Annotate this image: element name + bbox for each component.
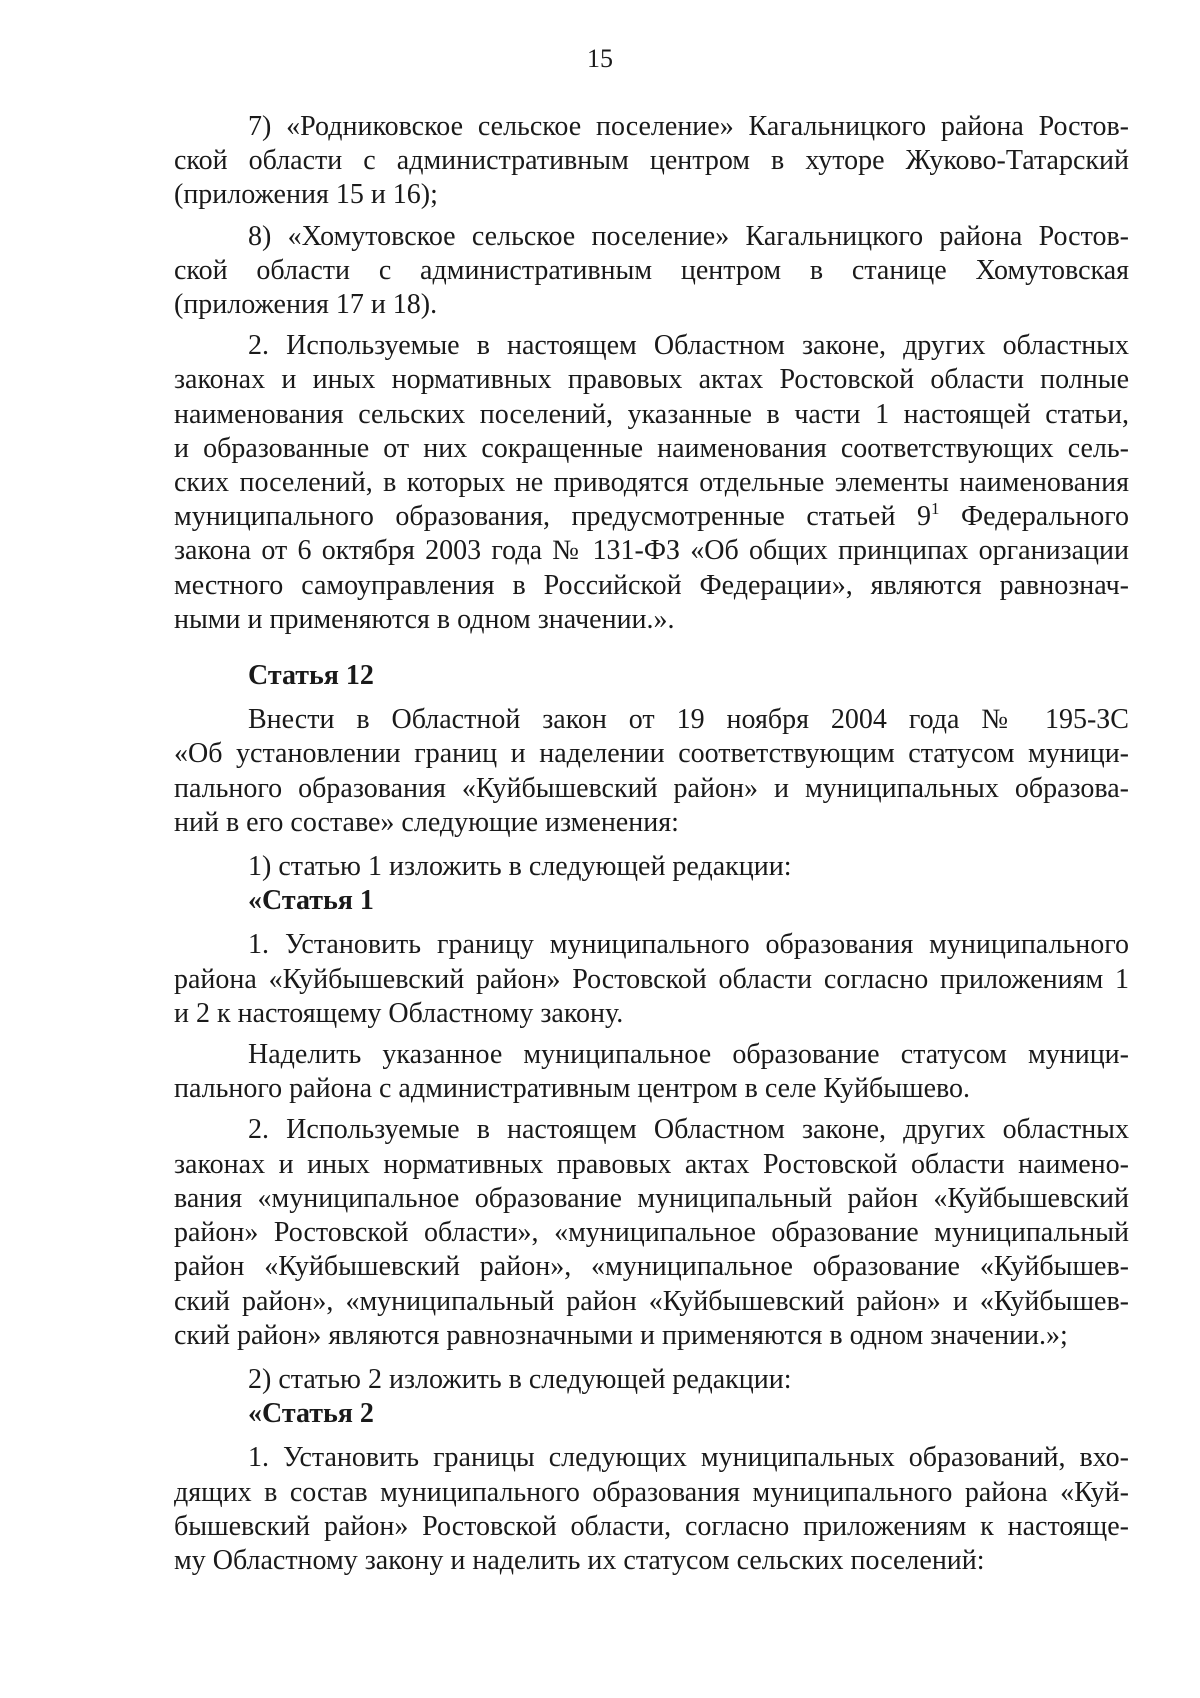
- text-line: 2. Используемые в настоящем Областном законе, других областных: [248, 330, 1129, 362]
- text-line: «Об установлении границ и наделении соответствующим статусом муници-: [174, 738, 1129, 770]
- text-line: пального образования «Куйбышевский район» и муниципальных образова-: [174, 772, 1129, 804]
- text-line: местного самоуправления в Российской Федерации», являются равнознач-: [174, 569, 1129, 601]
- text-line: 2. Используемые в настоящем Областном законе, других областных: [248, 1114, 1129, 1146]
- text-line: ными и применяются в одном значении.».: [174, 603, 675, 635]
- text-line: бышевский район» Ростовской области, согласно приложениям к настояще-: [174, 1510, 1129, 1542]
- text-line: му Областному закону и наделить их статусом сельских поселений:: [174, 1544, 985, 1576]
- text-line: ский район», «муниципальный район «Куйбышевский район» и «Куйбышев-: [174, 1285, 1129, 1317]
- text-line: района «Куйбышевский район» Ростовской области согласно приложениям 1: [174, 963, 1129, 995]
- text-line: Внести в Областной закон от 19 ноября 2004 года № 195-ЗС: [248, 704, 1129, 736]
- text-line: вания «муниципальное образование муниципальный район «Куйбышевский: [174, 1182, 1129, 1214]
- text-line: 8) «Хомутовское сельское поселение» Кагальницкого района Ростов-: [248, 220, 1129, 252]
- text-line: ской области с административным центром в станице Хомутовская: [174, 254, 1129, 286]
- paragraph-part-2: [174, 329, 1129, 637]
- paragraph-item-8: [174, 220, 1129, 323]
- text-line: и 2 к настоящему Областному закону.: [174, 997, 624, 1029]
- text-line: ской области с административным центром в хуторе Жуково-Татарский: [174, 145, 1129, 177]
- text-line: наименования сельских поселений, указанные в части 1 настоящей статьи,: [174, 398, 1129, 430]
- article-2-heading: «Статья 2: [248, 1398, 374, 1430]
- text-line: ских поселений, в которых не приводятся отдельные элементы наименования: [174, 467, 1129, 499]
- text-line: район» Ростовской области», «муниципальное образование муниципальный: [174, 1217, 1129, 1249]
- article-1-part-2: [174, 1113, 1129, 1352]
- text-line: законах и иных нормативных правовых актах Ростовской области полные: [174, 364, 1129, 396]
- text-fragment: Федерального: [939, 501, 1129, 533]
- text-line: 7) «Родниковское сельское поселение» Кагальницкого района Ростов-: [248, 111, 1129, 142]
- article-2-part-1: [174, 1441, 1129, 1578]
- article-12-heading: Статья 12: [248, 660, 374, 692]
- text-line: законах и иных нормативных правовых актах Ростовской области наимено-: [174, 1148, 1129, 1180]
- article-12-intro: [174, 703, 1129, 840]
- text-line: и образованные от них сокращенные наименования соответствующих сель-: [174, 432, 1129, 464]
- text-line: 1. Установить границы следующих муниципальных образований, вхо-: [248, 1442, 1129, 1474]
- text-line-with-superscript: [174, 500, 1129, 534]
- text-line: 1) статью 1 изложить в следующей редакции:: [248, 851, 792, 883]
- text-line: (приложения 15 и 16);: [174, 179, 438, 211]
- superscript: 1: [930, 499, 940, 519]
- text-line: ский район» являются равнозначными и применяются в одном значении.»;: [174, 1319, 1068, 1351]
- text-line: пального района с административным центром в селе Куйбышево.: [174, 1073, 971, 1105]
- article-1-part-1: [174, 928, 1129, 1031]
- article-1-heading: «Статья 1: [248, 885, 374, 917]
- text-line: 2) статью 2 изложить в следующей редакции:: [248, 1363, 792, 1395]
- text-line: закона от 6 октября 2003 года № 131-ФЗ «Об общих принципах организации: [174, 535, 1129, 567]
- text-line: Наделить указанное муниципальное образование статусом муници-: [248, 1039, 1129, 1071]
- page-number: 15: [587, 44, 613, 73]
- paragraph-item-7: [174, 110, 1129, 213]
- text-line: район «Куйбышевский район», «муниципальное образование «Куйбышев-: [174, 1251, 1129, 1283]
- text-line: ний в его составе» следующие изменения:: [174, 806, 679, 838]
- article-1-part-1-status: [174, 1038, 1129, 1106]
- text-line: дящих в состав муниципального образования муниципального района «Куй-: [174, 1476, 1129, 1508]
- amendment-item-1: [174, 850, 1129, 884]
- amendment-item-2: [174, 1363, 1129, 1397]
- document-body: [174, 110, 1129, 1578]
- text-line: (приложения 17 и 18).: [174, 289, 438, 321]
- text-line: 1. Установить границу муниципального образования муниципального: [248, 929, 1129, 961]
- text-fragment: муниципального образования, предусмотренные статьей 9: [174, 501, 931, 533]
